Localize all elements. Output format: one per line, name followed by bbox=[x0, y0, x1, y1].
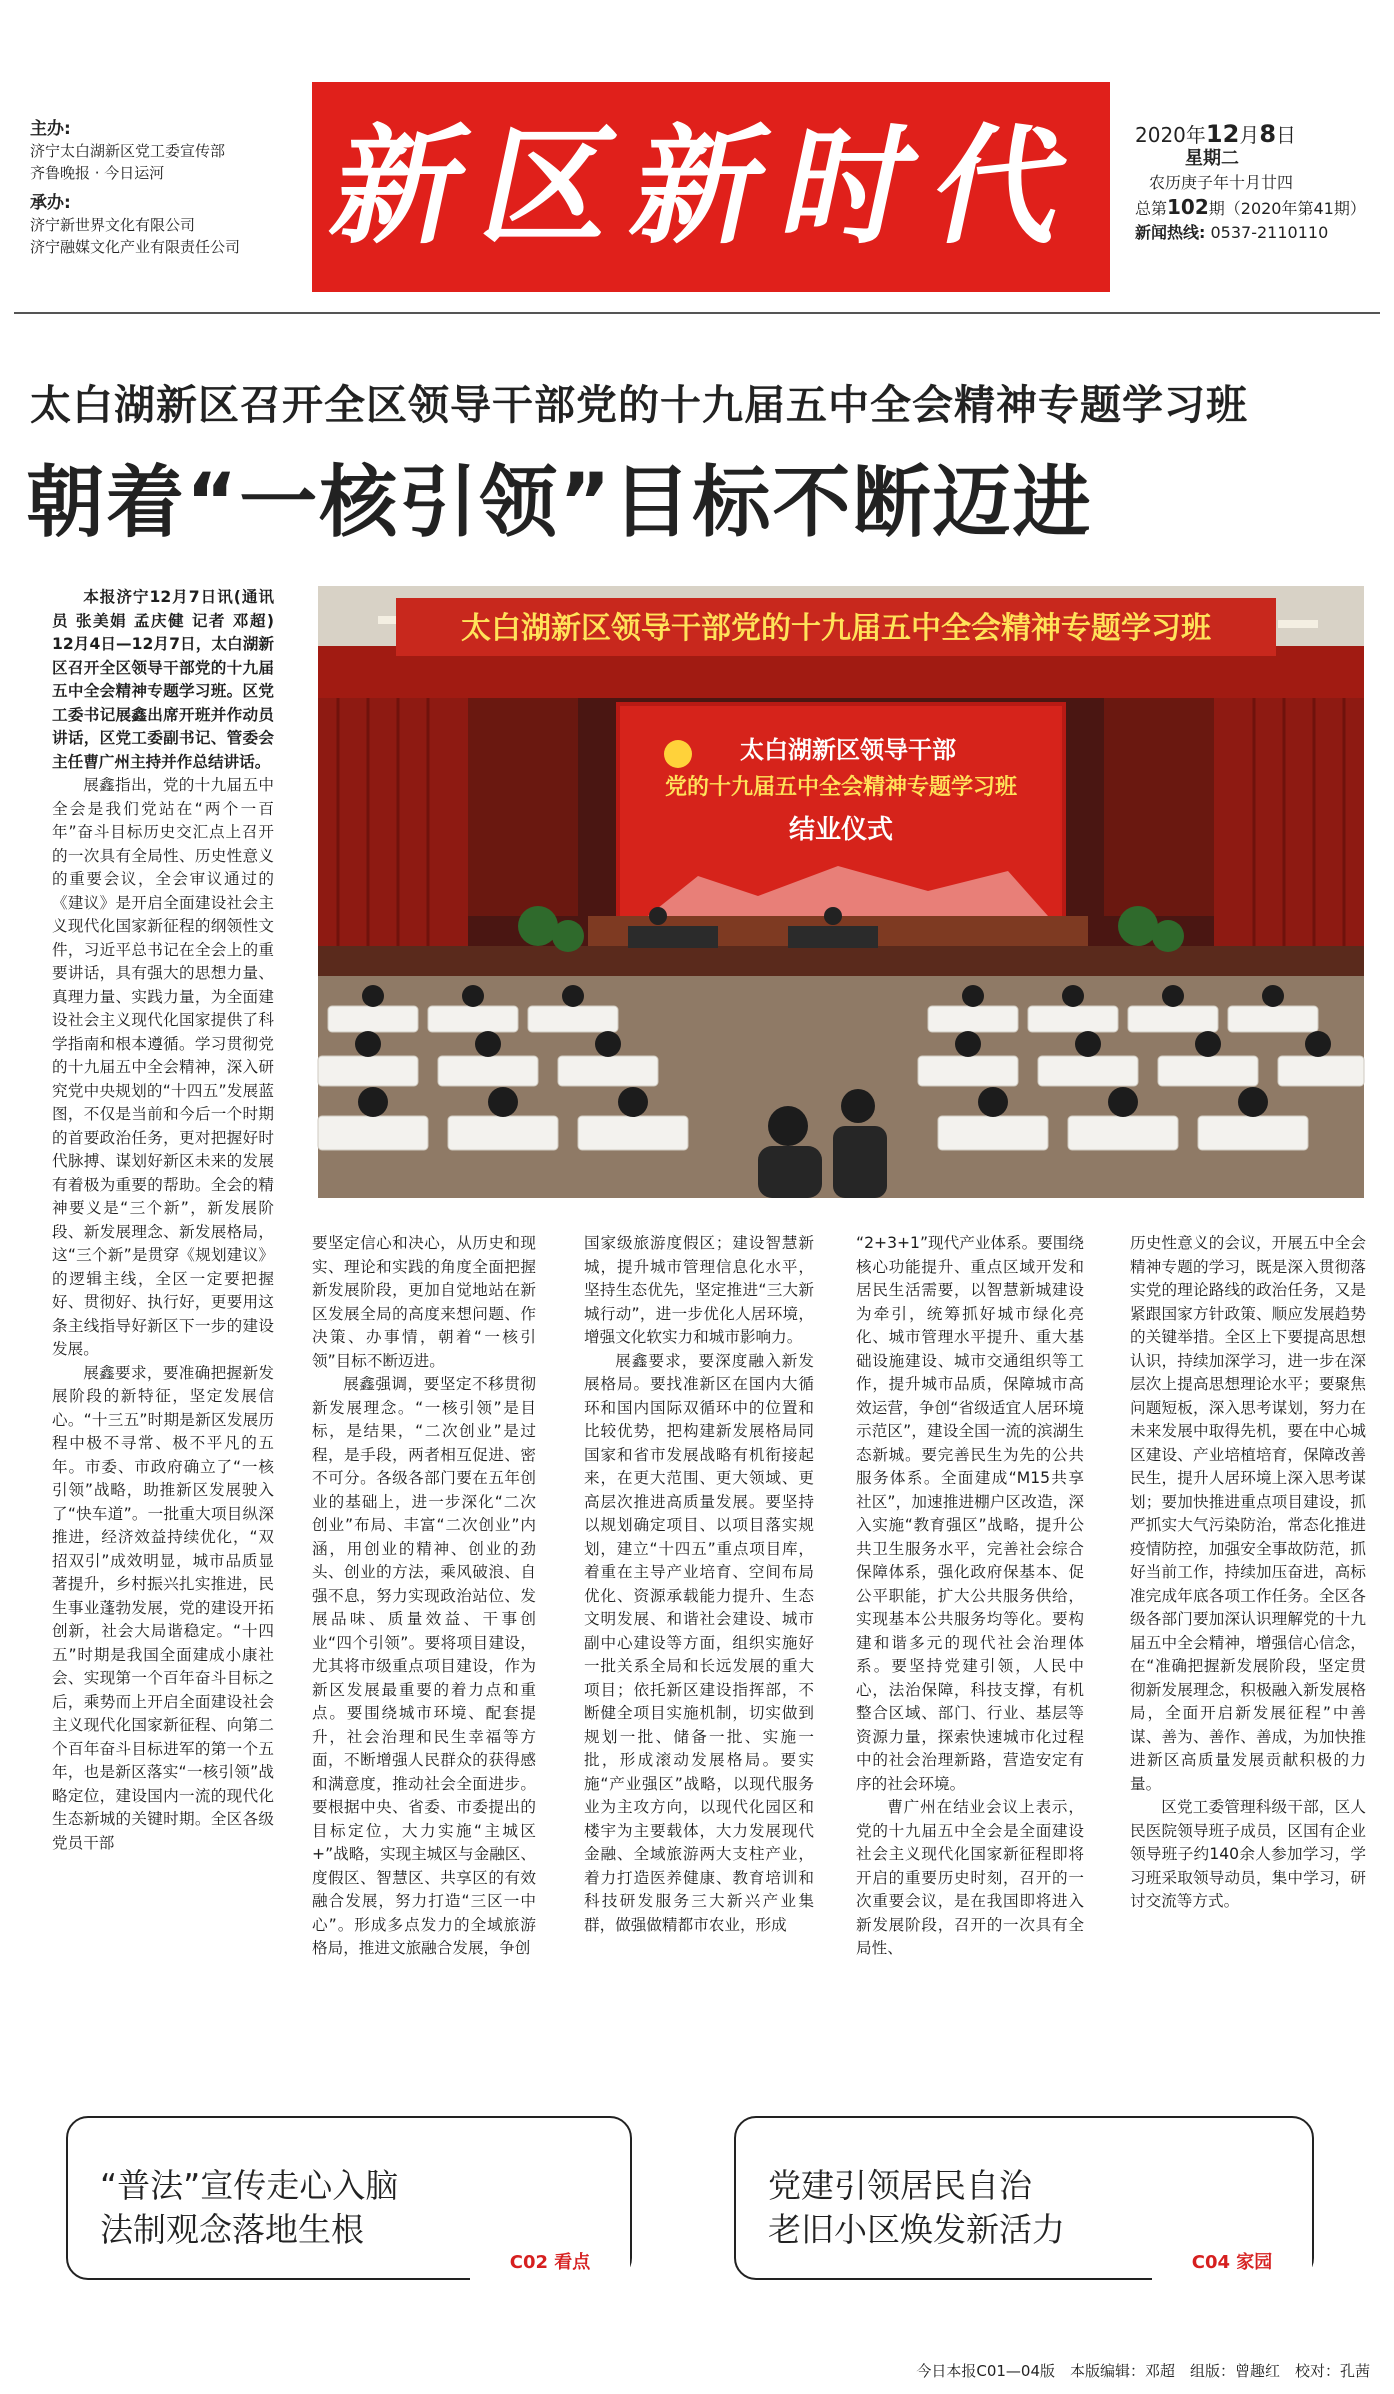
masthead-divider bbox=[14, 312, 1380, 314]
teaser-line: 老旧小区焕发新活力 bbox=[768, 2210, 1065, 2249]
screen-line1: 太白湖新区领导干部 bbox=[740, 736, 956, 764]
teaser-page-tag[interactable]: C04 家园 bbox=[1152, 2246, 1312, 2280]
screen-line3: 结业仪式 bbox=[788, 815, 894, 845]
masthead-sponsors bbox=[30, 118, 300, 258]
teaser-box-c02[interactable] bbox=[66, 2116, 632, 2280]
lunar-date: 农历庚子年十月廿四 bbox=[1149, 173, 1294, 192]
organizer-label: 承办: bbox=[30, 193, 71, 213]
organizer-line: 济宁融媒文化产业有限责任公司 bbox=[30, 238, 241, 256]
issue-number: 总第102期（2020年第41期） bbox=[1135, 195, 1366, 219]
article-paragraph: 展鑫要求，要深度融入新发展格局。要找准新区在国内大循环和国内国际双循环中的位置和比较优势，把构建新发展格局同国家和省市发展战略有机衔接起来，在更大范围、更大领域、更高层次推进高质量发展。要坚持以规划确定项目、以项目落实规划，建立“十四五”重点项目库，着重在主导产业培育、空间布局优化、资源承载能力提升、生态文明发展、和谐社会建设、城市副中心建设等方面，组织实施好一批关系全局和长远发展的重大项目；依托新区建设指挥部，不断健全项目实施机制，切实做到规划一批、储备一批、实施一批，形成滚动发展格局。要实施“产业强区”战略，以现代服务业为主攻方向，以现代化园区和楼宇为主要载体，大力发展现代金融、全域旅游两大支柱产业，着力打造医养健康、教育培训和科技研发服务三大新兴产业集群，做强做精都市农业，形成 bbox=[584, 1351, 814, 1934]
article-paragraph: 区党工委管理科级干部，区人民医院领导班子成员，区国有企业领导班子约140余人参加学习，学习班采取领导动员，集中学习，研讨交流等方式。 bbox=[1130, 1798, 1366, 1910]
news-hotline: 新闻热线: 0537-2110110 bbox=[1135, 223, 1329, 242]
article-paragraph: 曹广州在结业会议上表示，党的十九届五中全会是全面建设社会主义现代化国家新征程即将开启的重要历史时刻，召开的一次重要会议，是在我国即将进入新发展阶段，召开的一次具有全局性、 bbox=[856, 1798, 1084, 1957]
teaser-line: 法制观念落地生根 bbox=[100, 2210, 364, 2249]
article-paragraph: 展鑫指出，党的十九届五中全会是我们党站在“两个一百年”奋斗目标历史交汇点上召开的一次具有全局性、历史性意义的重要会议，全会审议通过的《建议》是开启全面建设社会主义现代化国家新征程的纲领性文件，习近平总书记在全会上的重要讲话，具有强大的思想力量、真理力量、实践力量，为全面建设社会主义现代化国家提供了科学指南和根本遵循。学习贯彻党的十九届五中全会精神，深入研究党中央规划的“十四五”发展蓝图，不仅是当前和今后一个时期的首要政治任务，更对把握好时代脉搏、谋划好新区未来的发展有着极为重要的帮助。全会的精神要义是“三个新”，新发展阶段、新发展理念、新发展格局，这“三个新”是贯穿《规划建议》的逻辑主线，全区一定要把握好、贯彻好、执行好，更要用这条主线指导好新区下一步的建设发展。 bbox=[52, 776, 274, 1358]
article-paragraph: 国家级旅游度假区；建设智慧新城，提升城市管理信息化水平，坚持生态优先，坚定推进“三大新城行动”，进一步优化人居环境，增强文化软实力和城市影响力。 bbox=[584, 1234, 814, 1346]
article-column-2 bbox=[312, 1232, 536, 1957]
sponsor-line: 济宁太白湖新区党工委宣传部 bbox=[30, 142, 226, 160]
organizer-line: 济宁新世界文化有限公司 bbox=[30, 216, 196, 234]
photo-banner-text: 太白湖新区领导干部党的十九届五中全会精神专题学习班 bbox=[461, 611, 1211, 646]
article-column-1 bbox=[52, 586, 274, 1852]
article-paragraph: 要坚定信心和决心，从历史和现实、理论和实践的角度全面把握新发展阶段，更加自觉地站在新区发展全局的高度来想问题、作决策、办事情，朝着“一核引领”目标不断迈进。 bbox=[312, 1234, 536, 1370]
sponsor-line: 齐鲁晚报 · 今日运河 bbox=[30, 164, 165, 182]
weekday: 星期二 bbox=[1185, 148, 1239, 169]
article-subhead: 太白湖新区召开全区领导干部党的十九届五中全会精神专题学习班 bbox=[30, 381, 1248, 429]
issue-date: 2020年12月8日 bbox=[1135, 120, 1297, 148]
article-paragraph: 历史性意义的会议，开展五中全会精神专题的学习，既是深入贯彻落实党的理论路线的政治任务，又是紧跟国家方针政策、顺应发展趋势的关键举措。全区上下要提高思想认识，持续加深学习，进一步在深层次上提高思想理论水平；要聚焦问题短板，深入思考谋划，努力在未来发展中取得先机，要在中心城区建设、产业培植培育，保障改善民生，提升人居环境上深入思考谋划；要加快推进重点项目建设，抓严抓实大气污染防治，常态化推进疫情防控，加强安全事故防范，抓好当前工作，持续加压奋进，高标准完成年底各项工作任务。全区各级各部门要加深认识理解党的十九届五中全会精神，增强信心信念，在“准确把握新发展阶段，坚定贯彻新发展理念，积极融入新发展格局，全面开启新发展征程”中善谋、善为、善作、善成，为加快推进新区高质量发展贡献积极的力量。 bbox=[1130, 1234, 1366, 1793]
article-column-3 bbox=[584, 1232, 814, 1934]
article-paragraph: 展鑫强调，要坚定不移贯彻新发展理念。“一核引领”是目标，是结果，“二次创业”是过程，是手段，两者相互促进、密不可分。各级各部门要在五年创业的基础上，进一步深化“二次创业”布局、丰富“二次创业”内涵，用创业的精神、创业的劲头、创业的方法，乘风破浪、自强不息，努力实现政治站位、发展品味、质量效益、干事创业“四个引领”。要将项目建设，尤其将市级重点项目建设，作为新区发展最重要的着力点和重点。要围绕城市环境、配套提升，社会治理和民生幸福等方面，不断增强人民群众的获得感和满意度，推动社会全面进步。要根据中央、省委、市委提出的目标定位，大力实施“主城区+”战略，实现主城区与金融区、度假区、智慧区、共享区的有效融合发展，努力打造“三区一中心”。形成多点发力的全域旅游格局，推进文旅融合发展，争创 bbox=[312, 1375, 536, 1957]
article-paragraph: 展鑫要求，要准确把握新发展阶段的新特征，坚定发展信心。“十三五”时期是新区发展历程中极不寻常、极不平凡的五年。市委、市政府确立了“一核引领”战略，助推新区发展驶入了“快车道”。一批重大项目纵深推进，经济效益持续优化，“双招双引”成效明显，城市品质显著提升，乡村振兴扎实推进，民生事业蓬勃发展，党的建设开拓创新，社会大局谐稳定。“十四五”时期是我国全面建成小康社会、实现第一个百年奋斗目标之后，乘势而上开启全面建设社会主义现代化国家新征程、向第二个百年奋斗目标进军的第一个五年，也是新区落实“一核引领”战略定位，建设国内一流的现代化生态新城的关键时期。全区各级党员干部 bbox=[52, 1363, 274, 1852]
teaser-line: “普法”宣传走心入脑 bbox=[100, 2166, 399, 2205]
article-headline: 朝着“一核引领”目标不断迈进 bbox=[26, 458, 1093, 548]
conference-photo bbox=[318, 586, 1364, 1198]
masthead-info bbox=[1135, 122, 1375, 245]
sponsor-label: 主办: bbox=[30, 119, 71, 139]
article-column-4 bbox=[856, 1232, 1084, 1957]
page-footer-credits: 今日本报C01—04版 本版编辑：邓超 组版：曾趣红 校对：孔茜 bbox=[916, 2362, 1370, 2380]
teaser-line: 党建引领居民自治 bbox=[768, 2166, 1032, 2205]
teaser-box-c04[interactable] bbox=[734, 2116, 1314, 2280]
screen-line2: 党的十九届五中全会精神专题学习班 bbox=[664, 775, 1018, 800]
article-paragraph: “2+3+1”现代产业体系。要围绕核心功能提升、重点区域开发和居民生活需要，以智慧新城建设为牵引，统筹抓好城市绿化亮化、城市管理水平提升、重大基础设施建设、城市交通组织等工作，提升城市品质，保障城市高效运营，争创“省级适宜人居环境示范区”，建设全国一流的滨湖生态新城。要完善民生为先的公共服务体系。全面建成“M15共享社区”，加速推进棚户区改造，深入实施“教育强区”战略，提升公共卫生服务水平，完善社会综合保障体系，强化政府保基本、促公平职能，扩大公共服务供给，实现基本公共服务均等化。要构建和谐多元的现代社会治理体系。要坚持党建引领，人民中心，法治保障，科技支撑，有机整合区域、部门、行业、基层等资源力量，探索快速城市化过程中的社会治理新路，营造安定有序的社会环境。 bbox=[856, 1234, 1084, 1793]
masthead-banner bbox=[312, 82, 1110, 292]
article-column-5 bbox=[1130, 1232, 1366, 1910]
newspaper-title: 新区新时代 bbox=[320, 112, 1102, 262]
teaser-page-tag[interactable]: C02 看点 bbox=[470, 2246, 630, 2280]
article-paragraph: 本报济宁12月7日讯(通讯员 张美娟 孟庆健 记者 邓超) 12月4日—12月7日，太白湖新区召开全区领导干部党的十九届五中全会精神专题学习班。区党工委书记展鑫出席开班并作动员讲话，区党工委副书记、管委会主任曹广州主持并作总结讲话。 bbox=[52, 588, 274, 771]
